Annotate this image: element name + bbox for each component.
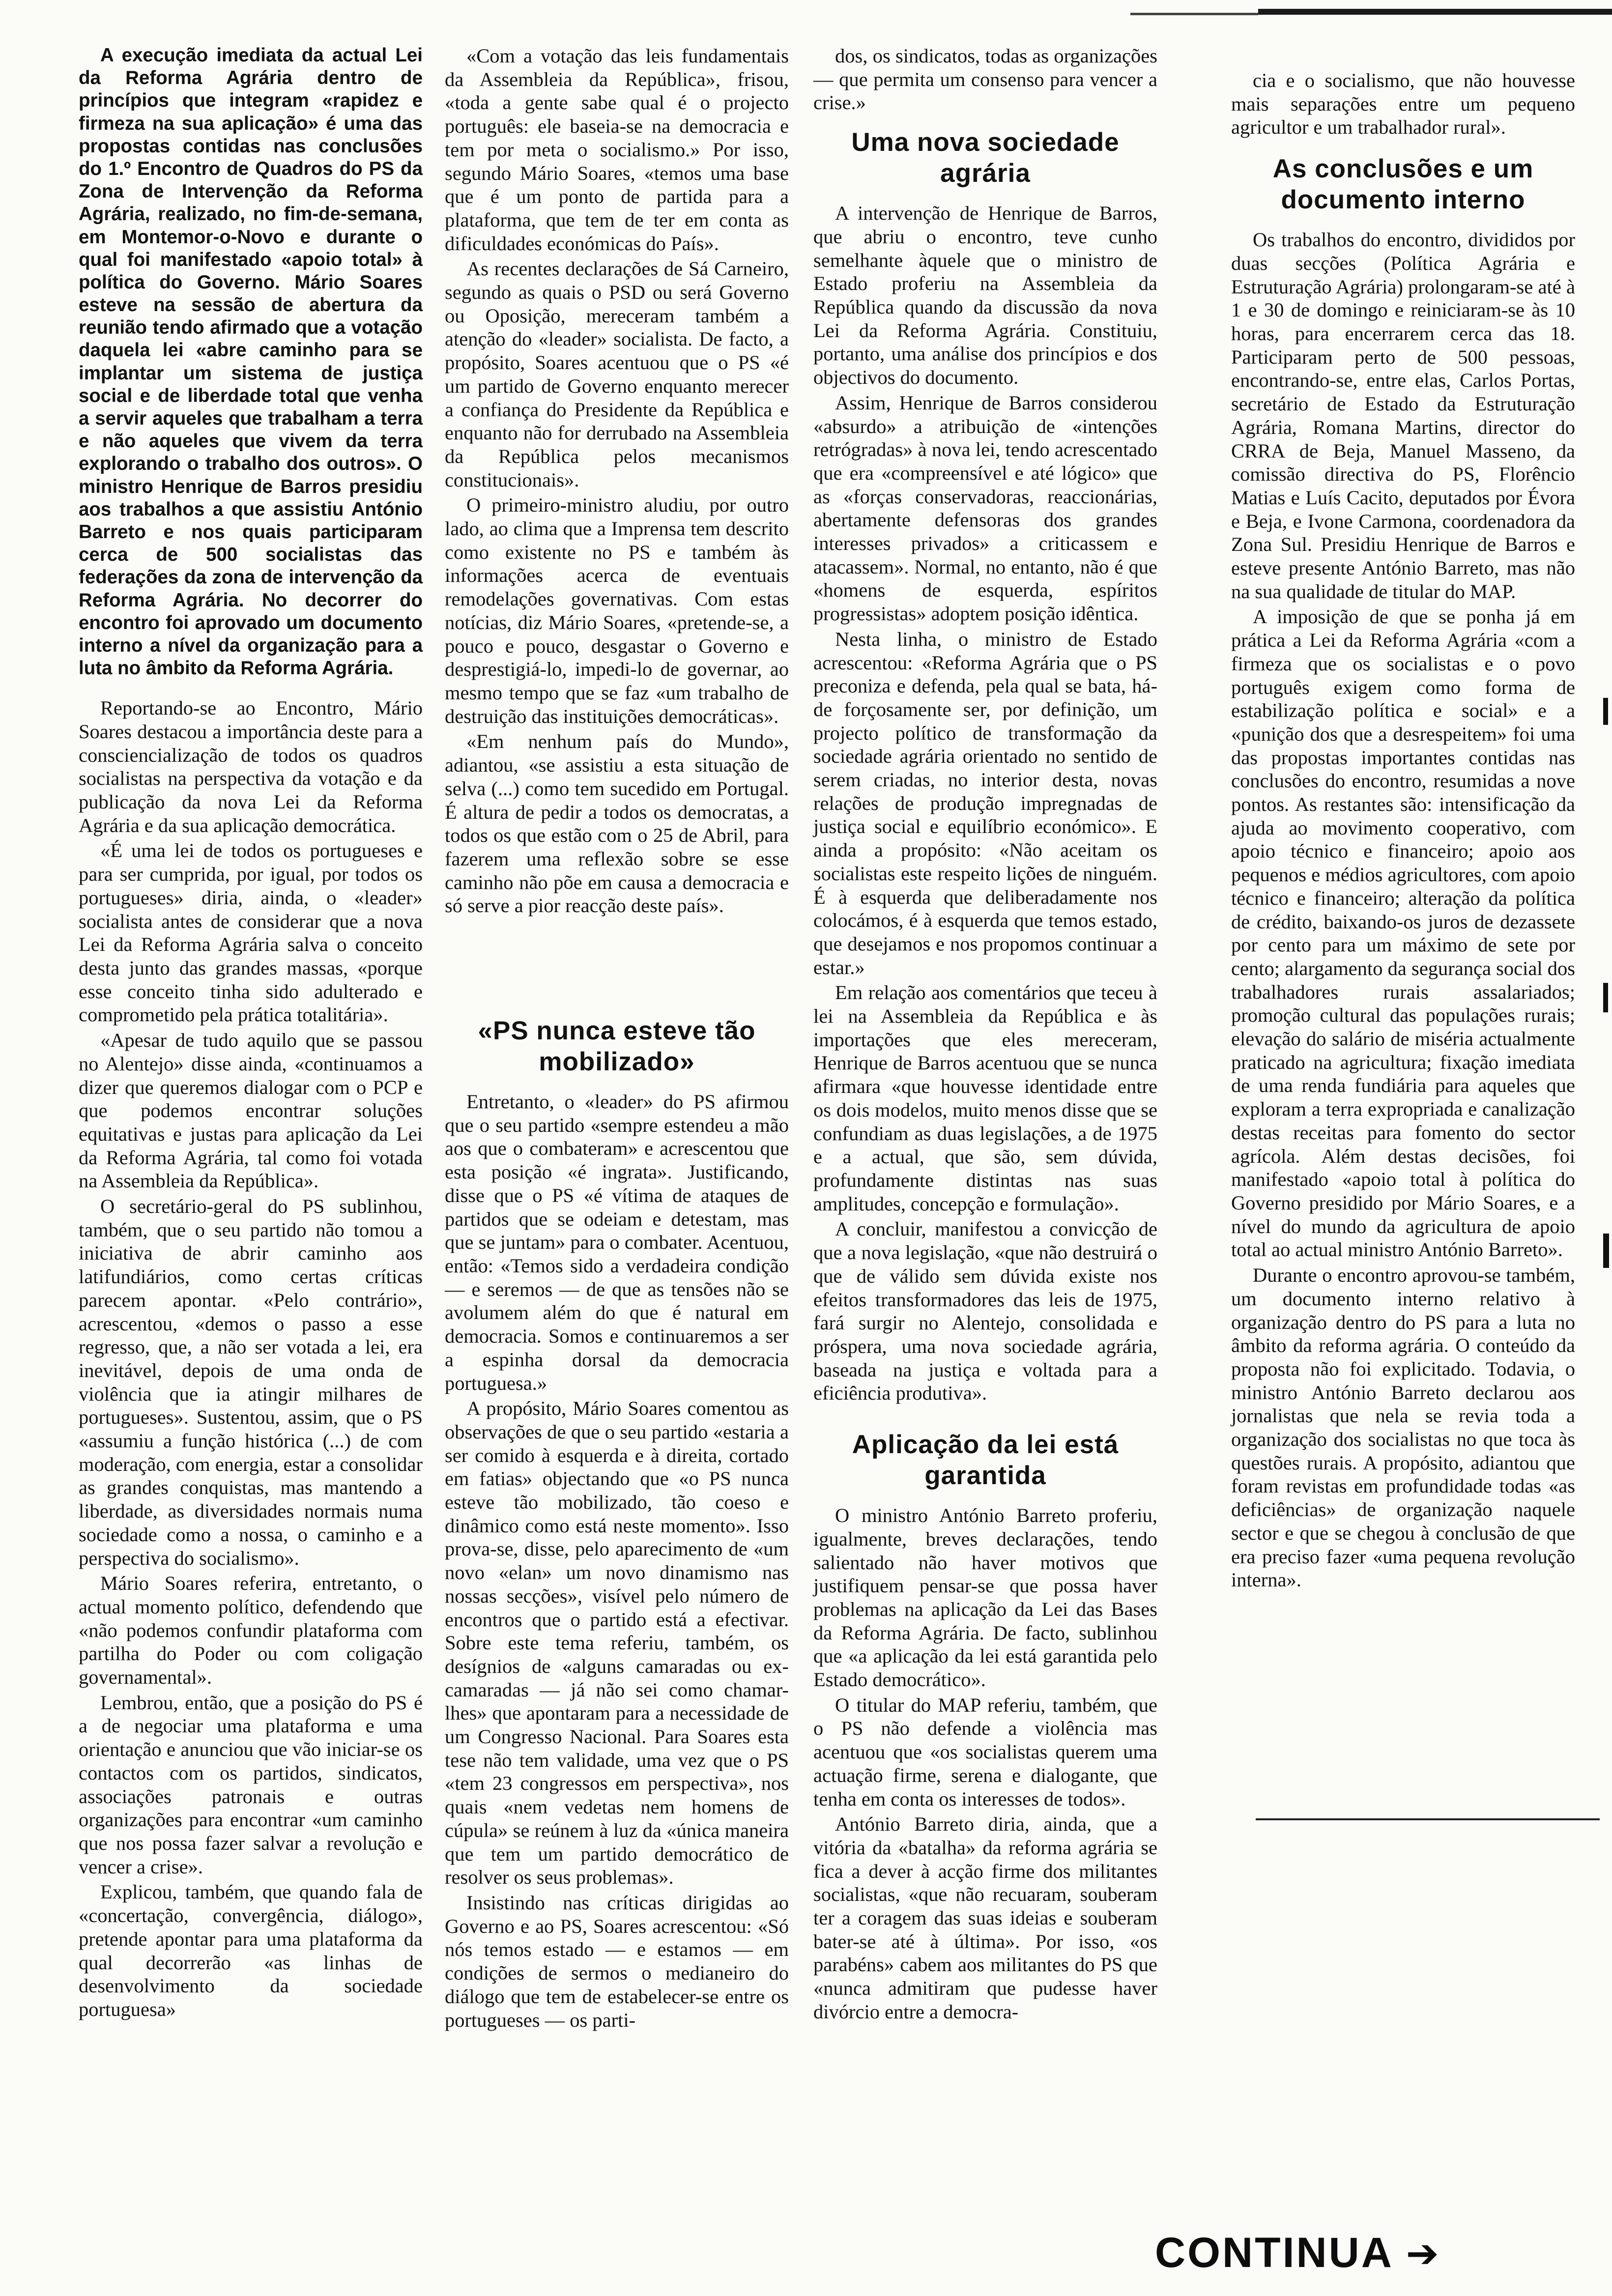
paragraph: A imposição de que se ponha já em prática a Lei da Reforma Agrária «com a firmeza que os socialistas e o povo português exigem como forma de estabilização política e social» e a «punição dos que a desrespeitem» foi uma das propostas importantes contidas nas conclusões do encontro, resumidas a nove pontos. As restantes são: intensificação da ajuda ao movimento cooperativo, com apoio técnico e financeiro; apoio aos pequenos e médios agricultores, com apoio técnico e financeiro; alteração da política de crédito, baixando-os juros de dezassete por cento para um máximo de sete por cento; alargamento da segurança social dos trabalhadores rurais assalariados; promoção cultural das populações rurais; elevação do salário de miséria actualmente praticado na agricultura; fixação imediata de uma renda fundiária para aqueles que exploram a terra expropriada e canalização destas receitas para fomento do sector agrícola. Além destas decisões, foi manifestado «apoio total à política do Governo presidido por Mário Soares, e a nível do mundo da agricultura de apoio total ao actual ministro António Barreto». bbox=[1231, 605, 1575, 1261]
paragraph: As recentes declarações de Sá Carneiro, segundo as quais o PSD ou será Governo ou Oposição, mereceram também a atenção do «leader» socialista. De facto, a propósito, Soares acentuou que o PS «é um partido de Governo enquanto merecer a confiança do Presidente da República e enquanto não for derrubado na Assembleia da República pelos mecanismos constitucionais». bbox=[445, 258, 789, 491]
paragraph: A intervenção de Henrique de Barros, que abriu o encontro, teve cunho semelhante àquele que o ministro de Estado proferiu na Assembleia da República quando da discussão da nova Lei da Reforma Agrária. Constituiu, portanto, uma análise dos princípios e dos objectivos do documento. bbox=[813, 202, 1157, 389]
paragraph: Lembrou, então, que a posição do PS é a de negociar uma plataforma e uma orientação e anunciou que vão iniciar-se os contactos com os partidos, sindicatos, associações patronais e outras organizações para encontrar «um caminho que nos possa fazer salvar a revolução e vencer a crise». bbox=[79, 1691, 423, 1878]
section-heading-mobilizado: «PS nunca esteve tão mobilizado» bbox=[478, 1016, 756, 1076]
section-heading-aplicacao-lei: Aplicação da lei está garantida bbox=[852, 1430, 1119, 1490]
paragraph: Entretanto, o «leader» do PS afirmou que o seu partido «sempre estendeu a mão aos que o combateram» e acrescentou que esta posição «é ingrata». Justificando, disse que o PS «é vítima de ataques de partidos que se odeiam e detestam, mas que se juntam» para o combater. Acentuou, então: «Temos sido a verdadeira condição — e seremos — de que as tensões não se avolumem além do que é natural em democracia. Somos e continuaremos a ser a espinha dorsal da democracia portuguesa.» bbox=[445, 1091, 789, 1394]
paragraph: Assim, Henrique de Barros considerou «absurdo» a atribuição de «intenções retrógradas» à nova lei, tendo acrescentado que era «compreensível e até lógico» que as «forças conservadoras, reaccionárias, abertamente defensoras dos grandes interesses privados» a criticassem e atacassem». Normal, no entanto, não é que «homens de esquerda, espíritos progressistas» adoptem posição idêntica. bbox=[813, 391, 1157, 625]
paragraph: Nesta linha, o ministro de Estado acrescentou: «Reforma Agrária que o PS preconiza e defenda, pela qual se bata, há-de forçosamente ser, por definição, um projecto político de transformação da sociedade agrária orientado no sentido de serem criadas, no interior desta, novas relações de produção impregnadas de justiça social e equilíbrio económico». E ainda a propósito: «Não aceitam os socialistas este respeito lições de ninguém. É à esquerda que deliberadamente nos colocámos, é à esquerda que temos estado, que desejamos e nos propomos continuar a estar.» bbox=[813, 628, 1157, 978]
column-3 bbox=[813, 44, 1157, 2026]
paragraph: A concluir, manifestou a convicção de que a nova legislação, «que não destruirá o que de válido sem dúvida existe nos efeitos transformadores das leis de 1975, fará surgir no Alentejo, consolidada e próspera, uma nova sociedade agrária, baseada na justiça e voltada para a eficiência produtiva». bbox=[813, 1218, 1157, 1405]
paragraph: cia e o socialismo, que não houvesse mais separações entre um pequeno agricultor e um trabalhador rural». bbox=[1231, 69, 1575, 139]
lead-paragraph bbox=[79, 44, 423, 680]
paragraph: A propósito, Mário Soares comentou as observações de que o seu partido «estaria a ser comido à esquerda e à direita, cortado em fatias» objectando que «o PS nunca esteve tão mobilizado, tão coeso e dinâmico como está neste momento». Isso prova-se, disse, pelo aparecimento de «um novo «elan» um novo dinamismo nas nossas secções», visível pelo número de encontros que o partido está a efectivar. Sobre este tema referiu, também, os desígnios de «alguns camaradas ou ex-camaradas — já não sei como chamar-lhes» que apontaram para a necessidade de um Congresso Nacional. Para Soares esta tese não tem validade, uma vez que o PS «tem 23 congressos em perspectiva», nos quais «nem vedetas nem homens de cúpula» se reúnem à luz da «única maneira que tem um partido democrático de resolver os seus problemas». bbox=[445, 1397, 789, 1889]
lead-text: A execução imediata da actual Lei da Reforma Agrária dentro de princípios que integram «rapidez e firmeza na sua aplicação» é uma das propostas contidas nas conclusões do 1.º Encontro de Quadros do PS da Zona de Intervenção da Reforma Agrária, realizado, no fim-de-semana, em Montemor-o-Novo e durante o qual foi manifestado «apoio total» à política do Governo. Mário Soares esteve na sessão de abertura da reunião tendo afirmado que a votação daquela lei «abre caminho para se implantar um sistema de justiça social e de liberdade total que venha a servir aqueles que trabalham a terra e não aqueles que vivem da terra explorando o trabalho dos outros». O ministro Henrique de Barros presidiu aos trabalhos a que assistiu António Barreto e nos quais participaram cerca de 500 socialistas das federações da zona de intervenção da Reforma Agrária. No decorrer do encontro foi aprovado um documento interno a nível da organização para a luta no âmbito da Reforma Agrária. bbox=[79, 45, 423, 679]
paragraph: Durante o encontro aprovou-se também, um documento interno relativo à organização dentro do PS para a luta no âmbito da reforma agrária. O conteúdo da proposta não foi explicitado. Todavia, o ministro António Barreto declarou aos jornalistas que nela se revia toda a organização dos socialistas no que toca às questões rurais. A propósito, adiantou que foram revistas em profundidade todas «as deficiências» de organização naquele sector e que se chegou à conclusão de que era preciso fazer «uma pequena revolução interna». bbox=[1231, 1264, 1575, 1591]
section-heading-sociedade-agraria: Uma nova sociedade agrária bbox=[851, 128, 1120, 188]
paragraph: Em relação aos comentários que teceu à lei na Assembleia da República e às importações que eles mereceram, Henrique de Barros acentuou que se nunca afirmara «que houvesse identidade entre os dois modelos, muito menos disse que se confundiam as duas legislações, a de 1975 e a actual, que são, sem dúvida, profundamente distintas nas suas amplitudes, concepção e formulação». bbox=[813, 981, 1157, 1215]
paragraph: Explicou, também, que quando fala de «concertação, convergência, diálogo», pretende apontar para uma plataforma da qual decorrerão «as linhas de desenvolvimento da sociedade portuguesa» bbox=[79, 1881, 423, 2020]
section-heading-conclusoes: As conclusões e um documento interno bbox=[1272, 154, 1534, 214]
paragraph: «Em nenhum país do Mundo», adiantou, «se assistiu a esta situação de selva (...) como tem sucedido em Portugal. É altura de pedir a todos os democratas, a todos os que estão com o 25 de Abril, para fazerem uma reflexão sobre se esse caminho não põe em causa a democracia e só serve a pior reacção deste país». bbox=[445, 730, 789, 917]
paragraph: Os trabalhos do encontro, divididos por duas secções (Política Agrária e Estruturação Agrária) prolongaram-se até à 1 e 30 de domingo e reiniciaram-se às 10 horas, para encerrarem cerca das 18. Participaram perto de 500 pessoas, encontrando-se, entre elas, Carlos Portas, secretário de Estado da Estruturação Agrária, Romana Martins, director do CRRA de Beja, Manuel Masseno, da comissão directiva do PS, Florêncio Matias e Luís Cacito, deputados por Évora e Beja, e Ivone Carmona, coordenadora da Zona Sul. Presidiu Henrique de Barros e esteve presente António Barreto, mas não na sua qualidade de titular do MAP. bbox=[1231, 229, 1575, 603]
right-arrow-icon: ➔ bbox=[1406, 2232, 1441, 2275]
scan-mark bbox=[1603, 983, 1608, 1012]
paragraph: António Barreto diria, ainda, que a vitória da «batalha» da reforma agrária se fica a dever à acção firme dos militantes socialistas, «que não recuaram, souberam ter a coragem das suas ideias e souberam bater-se até à última». Por isso, «os parabéns» cabem aos militantes do PS que «nunca admitiram que pudesse haver divórcio entre a democra- bbox=[813, 1813, 1157, 2023]
paragraph: dos, os sindicatos, todas as organizações — que permita um consenso para vencer a crise.» bbox=[813, 45, 1157, 114]
continua-text: CONTINUA bbox=[1155, 2229, 1392, 2276]
column-end-rule bbox=[1256, 1818, 1600, 1820]
column-4 bbox=[1231, 69, 1575, 1594]
paragraph: O primeiro-ministro aludiu, por outro lado, ao clima que a Imprensa tem descrito como existente no PS e também às informações acerca de eventuais remodelações governativas. Com estas notícias, diz Mário Soares, «pretende-se, a pouco e pouco, desgastar o Governo e desprestigiá-lo, impedi-lo de governar, ao mesmo tempo que se faz «um trabalho de destruição das instituições democráticas». bbox=[445, 494, 789, 727]
paragraph: Reportando-se ao Encontro, Mário Soares destacou a importância deste para a consciencialização de todos os quadros socialistas na perspectiva da votação e da publicação da nova Lei da Reforma Agrária e da sua aplicação democrática. bbox=[79, 697, 423, 836]
scan-mark bbox=[1603, 698, 1608, 725]
paragraph: «Com a votação das leis fundamentais da Assembleia da República», frisou, «toda a gente sabe qual é o projecto português: ele baseia-se na democracia e tem por meta o socialismo.» Por isso, segundo Mário Soares, «temos uma base que é um ponto de partida para a plataforma, que tem de ter em conta as dificuldades económicas do País». bbox=[445, 45, 789, 255]
top-rule-secondary bbox=[1130, 13, 1258, 15]
column-1 bbox=[79, 44, 423, 2023]
scan-mark bbox=[1603, 1234, 1609, 1268]
paragraph: Insistindo nas críticas dirigidas ao Governo e ao PS, Soares acrescentou: «Só nós temos estado — e estamos — em condições de sermos o medianeiro do diálogo que tem de estabelecer-se entre os portugueses — os parti- bbox=[445, 1891, 789, 2031]
paragraph: O secretário-geral do PS sublinhou, também, que o seu partido não tomou a iniciativa de abrir caminho aos latifundiários, como certas críticas parecem apontar. «Pelo contrário», acrescentou, «demos o passo a esse regresso, que, a não ser votada a lei, era inevitável, depois de uma onda de violência que ia atingir milhares de portugueses». Sustentou, assim, que o PS «assumiu a função histórica (...) de com moderação, com energia, estar a consolidar as grandes conquistas, mas mantendo a liberdade, as diversidades normais numa sociedade como a nossa, o caminho e a perspectiva do socialismo». bbox=[79, 1195, 423, 1569]
paragraph: O ministro António Barreto proferiu, igualmente, breves declarações, tendo salientado não haver motivos que justifiquem pensar-se que possa haver problemas na aplicação da Lei das Bases da Reforma Agrária. De facto, sublinhou que «a aplicação da lei está garantida pelo Estado democrático». bbox=[813, 1504, 1157, 1691]
paragraph: «Apesar de tudo aquilo que se passou no Alentejo» disse ainda, «continuamos a dizer que queremos dialogar com o PCP e que podemos encontrar soluções equitativas e justas para aplicação da Lei da Reforma Agrária, tal como foi votada na Assembleia da República». bbox=[79, 1029, 423, 1192]
top-rule bbox=[1258, 9, 1612, 15]
paragraph: O titular do MAP referiu, também, que o PS não defende a violência mas acentuou que «os socialistas querem uma actuação firme, serena e dialogante, que tenha em conta os interesses de todos». bbox=[813, 1693, 1157, 1810]
column-2 bbox=[445, 44, 789, 2034]
continua-label bbox=[1155, 2229, 1441, 2277]
paragraph: «É uma lei de todos os portugueses e para ser cumprida, por igual, por todos os portugueses» diria, ainda, o «leader» socialista antes de considerar que a nova Lei da Reforma Agrária salva o conceito desta junto das grandes massas, «porque esse conceito tinha sido adulterado e comprometido pela prática totalitária». bbox=[79, 839, 423, 1026]
paragraph: Mário Soares referira, entretanto, o actual momento político, defendendo que «não podemos confundir plataforma com partilha do Poder ou com coligação governamental». bbox=[79, 1572, 423, 1689]
